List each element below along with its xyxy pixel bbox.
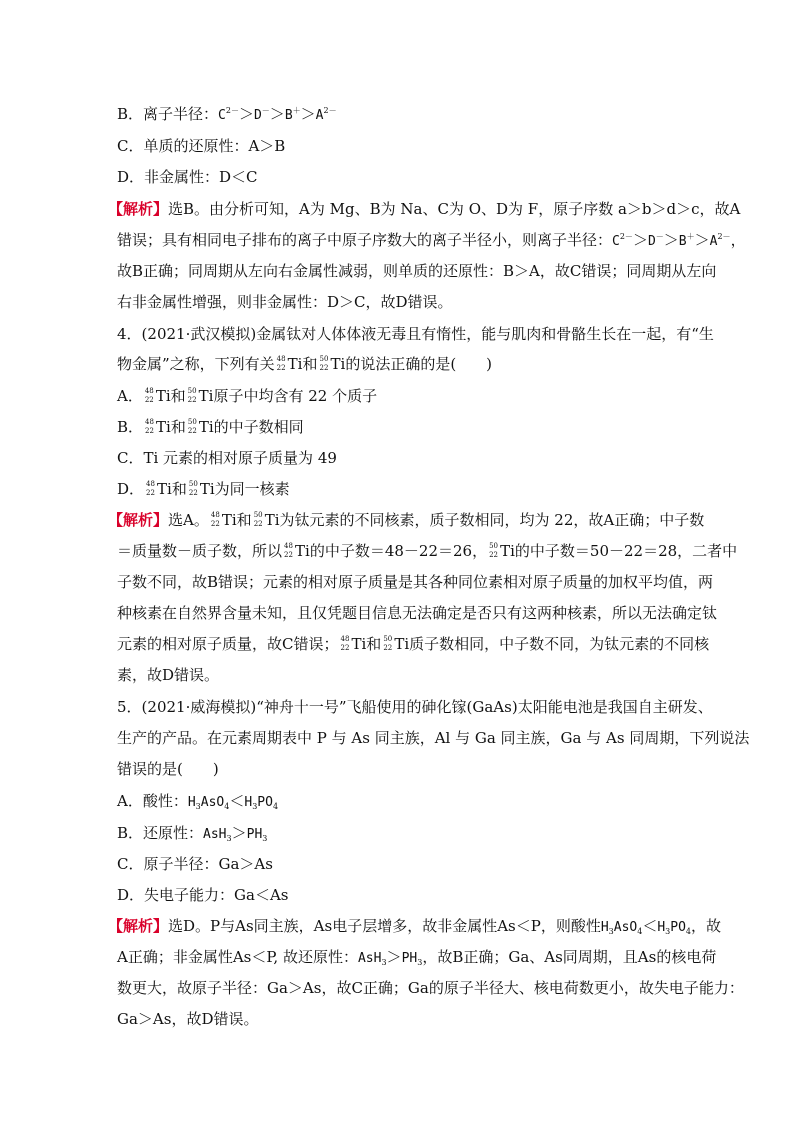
analysis-q5-line4: Ga＞As，故D错误。 bbox=[117, 1010, 259, 1028]
analysis-q5-line1: 【解析】选D。P与As同主族，As电子层增多，故非金属性As＜P，则酸性$H_3AsO_4<H_3PO_4$，故 bbox=[108, 917, 722, 936]
question-5-line1: 5．(2021·威海模拟)“神舟十一号”飞船使用的砷化镓(GaAs)太阳能电池是我国自主研发、 bbox=[117, 698, 713, 716]
analysis-q4-line2: ＝质量数－质子数，所以 48 22 Ti的中子数＝48－22＝26， 50 22 Ti的中子数＝50－22＝28，二者中 bbox=[117, 542, 738, 560]
option-b-q3: B．离子半径：$C^{2-}>D^->B^+>A^{2-}$ bbox=[117, 105, 337, 123]
analysis-tag: 【解析】 bbox=[108, 200, 169, 218]
analysis-q3-line4: 右非金属性增强，则非金属性：D＞C，故D错误。 bbox=[117, 293, 453, 311]
analysis-q5-line3: 数更大，故原子半径：Ga＞As，故C正确；Ga的原子半径大、核电荷数更小，故失电子能力： bbox=[117, 979, 744, 997]
analysis-q4-line3: 子数不同，故B错误；元素的相对原子质量是其各种同位素相对原子质量的加权平均值，两 bbox=[117, 573, 714, 591]
option-b-q4: B． 48 22 Ti和 50 22 Ti的中子数相同 bbox=[117, 418, 304, 436]
option-a-q5: A．酸性：$H_3AsO_4<H_3PO_4$ bbox=[117, 792, 279, 811]
analysis-q5-line2: A正确；非金属性As＜P, 故还原性：$AsH_3>PH_3$，故B正确；Ga、As同周期，且As的核电荷 bbox=[117, 948, 717, 967]
analysis-q4-line1: 【解析】选A。 48 22 Ti和 50 22 Ti为钛元素的不同核素，质子数相同，均为 22，故A正确；中子数 bbox=[108, 511, 705, 529]
question-5-line2: 生产的产品。在元素周期表中 P 与 As 同主族，Al 与 Ga 同主族，Ga 与 As 同周期，下列说法 bbox=[117, 729, 750, 747]
analysis-q3-line3: 故B正确；同周期从左向右金属性减弱，则单质的还原性：B＞A，故C错误；同周期从左向 bbox=[117, 262, 717, 280]
option-d-q3: D．非金属性：D＜C bbox=[117, 168, 258, 186]
option-d-q5: D．失电子能力：Ga＜As bbox=[117, 886, 289, 904]
analysis-q3-line1: 【解析】选B。由分析可知，A为 Mg、B为 Na、C为 O、D为 F，原子序数 a＞b＞d＞c，故A bbox=[108, 200, 741, 218]
analysis-q4-line6: 素，故D错误。 bbox=[117, 666, 220, 684]
option-a-q4: A． 48 22 Ti和 50 22 Ti原子中均含有 22 个质子 bbox=[117, 387, 378, 405]
question-4-line2: 物金属”之称，下列有关 48 22 Ti和 50 22 Ti的说法正确的是( ) bbox=[117, 355, 493, 373]
analysis-q4-line4: 种核素在自然界含量未知，且仅凭题目信息无法确定是否只有这两种核素，所以无法确定钛 bbox=[117, 604, 718, 622]
option-b-q5: B．还原性：$AsH_3>PH_3$ bbox=[117, 824, 268, 843]
analysis-q4-line5: 元素的相对原子质量，故C错误； 48 22 Ti和 50 22 Ti质子数相同，中子数不同，为钛元素的不同核 bbox=[117, 635, 710, 653]
question-4-line1: 4．(2021·武汉模拟)金属钛对人体体液无毒且有惰性，能与肌肉和骨骼生长在一起，有“生 bbox=[117, 325, 714, 343]
option-c-q3: C．单质的还原性：A＞B bbox=[117, 137, 286, 155]
analysis-q3-line2: 错误；具有相同电子排布的离子中原子序数大的离子半径小，则离子半径：$C^{2-}>D^->B^+>A^{2-}$， bbox=[117, 231, 746, 249]
option-c-q4: C．Ti 元素的相对原子质量为 49 bbox=[117, 449, 337, 467]
option-c-q5: C．原子半径：Ga＞As bbox=[117, 855, 273, 873]
question-5-line3: 错误的是( ) bbox=[117, 760, 219, 778]
option-d-q4: D． 48 22 Ti和 50 22 Ti为同一核素 bbox=[117, 480, 290, 498]
